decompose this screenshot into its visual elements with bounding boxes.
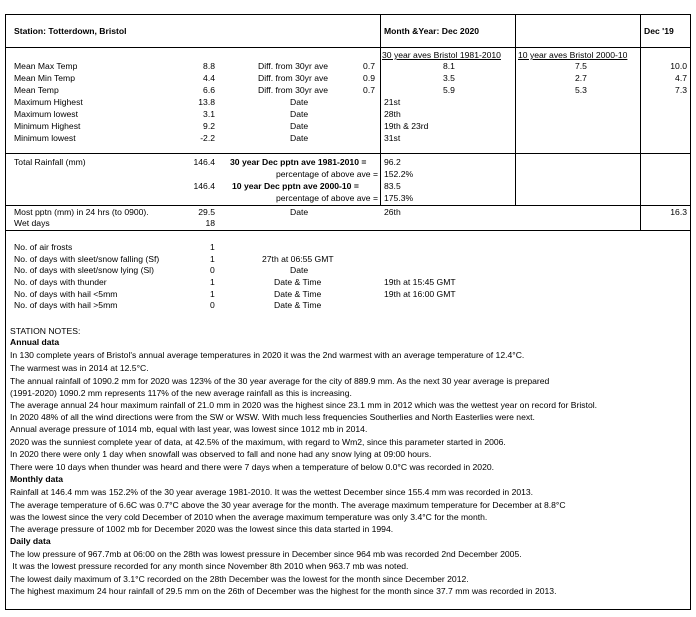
count-info: 19th at 16:00 GMT (384, 289, 456, 299)
wet-days-label: Wet days (14, 218, 50, 228)
month-year: Month &Year: Dec 2020 (384, 26, 480, 36)
col-divider-3 (640, 14, 641, 230)
count-mid: Date & Time (274, 277, 322, 287)
monthly-title: Monthly data (10, 474, 63, 484)
ave30-value: 3.5 (443, 73, 455, 83)
count-value: 1 (210, 289, 215, 299)
annual-note: There were 10 days when thunder was heard and there were 7 days when a temperature of below 0.0°C was recorded in 2020. (10, 462, 495, 472)
extreme-date: 31st (384, 133, 401, 143)
rain-ave30-label: 30 year Dec pptn ave 1981-2010 = (230, 157, 367, 167)
annual-note: In 130 complete years of Bristol's annual average temperatures in 2020 it was the 2nd warmest with an average temperature of 12.4°C. (10, 350, 525, 360)
annual-note: 2020 was the sunniest complete year of data, at 42.5% of the maximum, with regard to Wm2, since this parameter started in 2006. (10, 437, 506, 447)
ave10-value: 7.5 (575, 61, 587, 71)
diff-label: Diff. from 30yr ave (258, 73, 329, 83)
temp-label: Mean Min Temp (14, 73, 75, 83)
temp-value: 4.4 (203, 73, 215, 83)
daily-note: The highest maximum 24 hour rainfall of 29.5 mm on the 26th of December was the highest for the month since 37.7 mm was recorded in 2013. (10, 586, 557, 596)
annual-note: In 2020 there were only 1 day when snowfall was observed to fall and none had any snow lying at 09:00 hours. (10, 449, 432, 459)
most-pptn-value: 29.5 (198, 207, 215, 217)
prev-value: 7.3 (675, 85, 687, 95)
extreme-date: 28th (384, 109, 401, 119)
rain-value-1: 146.4 (193, 157, 215, 167)
annual-note: In 2020 48% of all the wind directions were from the SW or WSW. With much less frequencies Southerlies and North Easterlies were next. (10, 412, 535, 422)
temp-label: Mean Max Temp (14, 61, 78, 71)
ave10-value: 2.7 (575, 73, 587, 83)
most-pptn-date: 26th (384, 207, 401, 217)
divider-temps (5, 153, 691, 154)
most-pptn-prev: 16.3 (670, 207, 687, 217)
diff-value: 0.7 (363, 61, 375, 71)
annual-note: Annual average pressure of 1014 mb, equal with last year, was lowest since 1012 mb in 2014. (10, 424, 368, 434)
rain-ave30-value: 96.2 (384, 157, 401, 167)
count-label: No. of days with hail >5mm (14, 300, 118, 310)
monthly-note: The average temperature of 6.6C was 0.7°C above the 30 year average for the month. The average maximum temperature for December at 8.8°C (10, 500, 566, 510)
notes-title: STATION NOTES: (10, 326, 81, 336)
extreme-date: 21st (384, 97, 401, 107)
divider-rain (5, 205, 691, 206)
count-value: 1 (210, 277, 215, 287)
annual-note: (1991-2020) 1090.2 mm represents 117% of the new average rainfall as this is increasing. (10, 388, 352, 398)
diff-label: Diff. from 30yr ave (258, 61, 329, 71)
monthly-note: was the lowest since the very cold December of 2010 when the average maximum temperature was only 3.4°C for the month. (10, 512, 488, 522)
count-label: No. of days with sleet/snow falling (Sf) (14, 254, 160, 264)
count-info: 19th at 15:45 GMT (384, 277, 456, 287)
daily-note: The low pressure of 967.7mb at 06:00 on the 28th was lowest pressure in December since 964 mb was recorded 2nd December 2005. (10, 549, 522, 559)
station-title: Station: Totterdown, Bristol (14, 26, 127, 36)
extreme-label: Maximum lowest (14, 109, 78, 119)
rain-ave10-label: 10 year Dec pptn ave 2000-10 = (232, 181, 359, 191)
rain-pct30-value: 152.2% (384, 169, 414, 179)
rain-pct30-label: percentage of above ave = (275, 169, 378, 179)
wet-days-value: 18 (205, 218, 215, 228)
extreme-date: 19th & 23rd (384, 121, 429, 131)
count-label: No. of air frosts (14, 242, 73, 252)
annual-note: The annual rainfall of 1090.2 mm for 2020 was 123% of the 30 year average for the city of 889.9 mm. As the next 30 year average is prepared (10, 376, 550, 386)
ave10-header: 10 year aves Bristol 2000-10 (518, 50, 628, 60)
count-mid: 27th at 06:55 GMT (262, 254, 334, 264)
diff-label: Diff. from 30yr ave (258, 85, 329, 95)
rain-ave10-value: 83.5 (384, 181, 401, 191)
daily-note: It was the lowest pressure recorded for any month since November 8th 2010 when 963.7 mb was noted. (10, 561, 409, 571)
temp-label: Mean Temp (14, 85, 59, 95)
ave30-value: 5.9 (443, 85, 455, 95)
extreme-label: Minimum lowest (14, 133, 76, 143)
prev-value: 10.0 (670, 61, 687, 71)
date-label: Date (290, 97, 309, 107)
diff-value: 0.7 (363, 85, 375, 95)
temp-value: 8.8 (203, 61, 215, 71)
rain-pct10-label: percentage of above ave = (275, 193, 378, 203)
count-value: 0 (210, 265, 215, 275)
extreme-value: 3.1 (203, 109, 215, 119)
date-label: Date (290, 133, 309, 143)
extreme-label: Maximum Highest (14, 97, 83, 107)
count-value: 0 (210, 300, 215, 310)
ave30-value: 8.1 (443, 61, 455, 71)
rain-value-2: 146.4 (193, 181, 215, 191)
count-mid: Date (290, 265, 309, 275)
rain-pct10-value: 175.3% (384, 193, 414, 203)
col-divider-1 (380, 14, 381, 205)
monthly-note: The average pressure of 1002 mb for December 2020 was the lowest since this data started in 1994. (10, 524, 394, 534)
extreme-value: -2.2 (200, 133, 215, 143)
count-label: No. of days with hail <5mm (14, 289, 118, 299)
col-divider-2 (515, 14, 516, 205)
monthly-note: Rainfall at 146.4 mm was 152.2% of the 30 year average 1981-2010. It was the wettest December since 155.4 mm was recorded in 2013. (10, 487, 534, 497)
ave10-value: 5.3 (575, 85, 587, 95)
count-value: 1 (210, 254, 215, 264)
extreme-label: Minimum Highest (14, 121, 81, 131)
ave30-header: 30 year aves Bristol 1981-2010 (382, 50, 501, 60)
daily-title: Daily data (10, 536, 51, 546)
count-mid: Date & Time (274, 289, 322, 299)
most-pptn-date-label: Date (290, 207, 309, 217)
date-label: Date (290, 109, 309, 119)
divider-most (5, 230, 691, 231)
count-value: 1 (210, 242, 215, 252)
count-mid: Date & Time (274, 300, 322, 310)
annual-note: The average annual 24 hour maximum rainfall of 21.0 mm in 2020 was the highest since 23.1 mm in 2012 which was the wettest year on record for Bristol. (10, 400, 598, 410)
divider-header (5, 47, 691, 48)
prev-value: 4.7 (675, 73, 687, 83)
daily-note: The lowest daily maximum of 3.1°C recorded on the 28th December was the lowest for the month since December 2012. (10, 574, 469, 584)
temp-value: 6.6 (203, 85, 215, 95)
count-label: No. of days with thunder (14, 277, 107, 287)
diff-value: 0.9 (363, 73, 375, 83)
count-label: No. of days with sleet/snow lying (Sl) (14, 265, 154, 275)
extreme-value: 13.8 (198, 97, 215, 107)
annual-note: The warmest was in 2014 at 12.5°C. (10, 363, 149, 373)
annual-title: Annual data (10, 337, 60, 347)
rain-label: Total Rainfall (mm) (14, 157, 86, 167)
prev-year-header: Dec '19 (644, 26, 674, 36)
most-pptn-label: Most pptn (mm) in 24 hrs (to 0900). (14, 207, 149, 217)
date-label: Date (290, 121, 309, 131)
extreme-value: 9.2 (203, 121, 215, 131)
